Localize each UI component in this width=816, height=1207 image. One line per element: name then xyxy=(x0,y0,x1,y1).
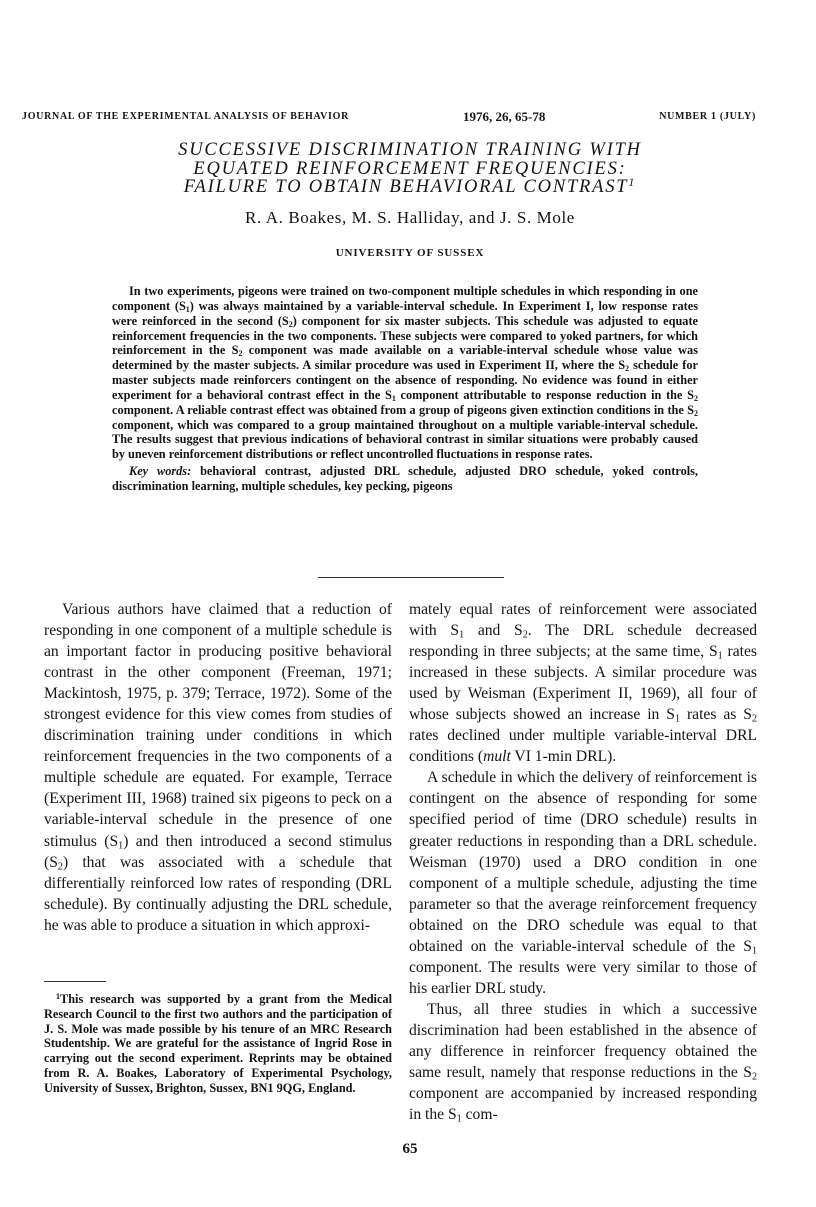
footnote xyxy=(44,992,392,1096)
running-header xyxy=(22,109,756,127)
body-column-left xyxy=(44,599,392,936)
abstract xyxy=(112,284,698,494)
article-title xyxy=(60,141,760,197)
title-footnote-mark: 1 xyxy=(628,175,637,189)
body-paragraph: mately equal rates of reinforcement were associated with $S_1$ and $S_2$. The DRL schedule decreased responding in three subjects; at the same time, $S_1$ rates increased in these subjects. A similar procedure was used by Weisman (Experiment II, 1969), all four of whose subjects showed an increase in $S_1$ rates as $S_2$ rates declined under multiple variable-interval DRL conditions (mult VI 1-min DRL). xyxy=(409,601,758,766)
footnote-divider xyxy=(44,981,106,982)
body-column-right xyxy=(409,599,757,1125)
journal-name: JOURNAL OF THE EXPERIMENTAL ANALYSIS OF BEHAVIOR xyxy=(22,111,349,122)
abstract-text: In two experiments, pigeons were trained on two-component multiple schedules in which responding in one component $(S_1)$ was always maintained by a variable-interval schedule. In Experiment I, low response rates were reinforced in the second $(S_2)$ component for six master subjects. This schedule was adjusted to equate reinforcement frequencies in the two components. These subjects were compared to yoked partners, for which reinforcement in the $S_2$ component was made available on a variable-interval schedule whose value was determined by the master subjects. A similar procedure was used in Experiment II, where the $S_2$ schedule for master subjects made reinforcers contingent on the absence of responding. No evidence was found in either experiment for a behavioral contrast effect in the $S_1$ component attributable to response reduction in the $S_2$ component. A reliable contrast effect was obtained from a group of pigeons given extinction conditions in the $S_2$ component, which was compared to a group maintained throughout on a multiple variable-interval schedule. The results suggest that previous indications of behavioral contrast in similar situations were probably caused by uneven reinforcement distributions or reflect uncontrolled fluctuations in response rates. xyxy=(112,284,699,462)
issue-number: NUMBER 1 (JULY) xyxy=(659,111,756,122)
author-list: R. A. Boakes, M. S. Halliday, and J. S. Mole xyxy=(245,208,575,227)
title-line: EQUATED REINFORCEMENT FREQUENCIES: xyxy=(193,158,627,179)
title-line xyxy=(60,175,760,197)
footnote-text: $^1$This research was supported by a grant from the Medical Research Council to the first two authors and the participation of J. S. Mole was made possible by his tenure of an MRC Research Studentship. We are grateful for the assistance of Ingrid Rose in carrying out the second experiment. Reprints may be obtained from R. A. Boakes, Laboratory of Experimental Psychology, University of Sussex, Brighton, Sussex, BN1 9QG, England. xyxy=(44,992,392,1095)
keywords-text: behavioral contrast, adjusted DRL schedule, adjusted DRO schedule, yoked controls, discrimination learning, multiple schedules, key pecking, pigeons xyxy=(112,464,699,493)
keywords-label: Key words: xyxy=(129,464,192,479)
section-divider xyxy=(318,577,504,578)
body-paragraph: Thus, all three studies in which a successive discrimination had been established in the absence of any difference in reinforcer frequency obtained the same result, namely that response reductions in the $S_2$ component are accompanied by increased responding in the $S_1$ com- xyxy=(409,1000,757,1125)
volume-info: 1976, 26, 65-78 xyxy=(463,109,546,124)
body-paragraph: A schedule in which the delivery of reinforcement is contingent on the absence of responding for some specified period of time (DRO schedule) results in greater reductions in responding than a DRL schedule. Weisman (1970) used a DRO condition in one component of a multiple schedule, adjusting the time parameter so that the average reinforcement frequency obtained on the DRO schedule was equal to that obtained on the variable-interval schedule of the $S_1$ component. The results were very similar to those of his earlier DRL study. xyxy=(409,769,757,997)
affiliation: UNIVERSITY OF SUSSEX xyxy=(335,247,485,259)
body-paragraph: Various authors have claimed that a reduction of responding in one component of a multiple schedule is an important factor in producing positive behavioral contrast in the other component (Freeman, 1971; Mackintosh, 1975, p. 379; Terrace, 1972). Some of the strongest evidence for this view comes from studies of discrimination training under conditions in which reinforcement frequencies in the two components of a multiple schedule are equated. For example, Terrace (Experiment III, 1968) trained six pigeons to peck on a variable-interval schedule in the presence of one stimulus $(S_1)$ and then introduced a second stimulus $(S_2)$ that was associated with a schedule that differentially reinforced low rates of responding (DRL schedule). By continually adjusting the DRL schedule, he was able to produce a situation in which approxi- xyxy=(44,601,392,934)
footnote-mark: 1 xyxy=(56,992,60,1002)
page-number: 65 xyxy=(402,1141,418,1157)
keywords xyxy=(112,464,698,494)
title-line: SUCCESSIVE DISCRIMINATION TRAINING WITH xyxy=(178,140,642,160)
title-line-text: FAILURE TO OBTAIN BEHAVIORAL CONTRAST xyxy=(183,177,629,197)
